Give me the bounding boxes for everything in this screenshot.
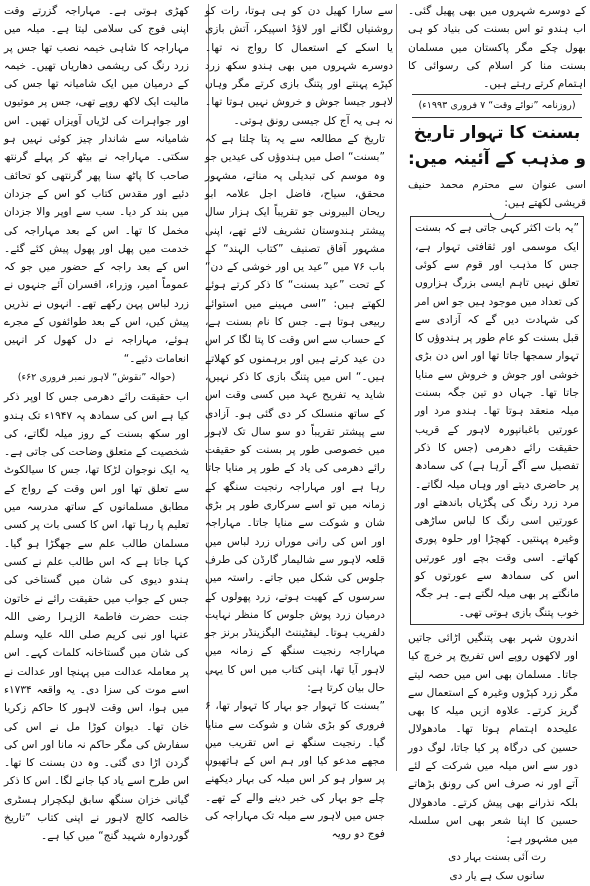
- section-intro: اسی عنوان سے محترم محمد حنیف قریشی لکھتے ہیں:: [408, 178, 586, 210]
- divider: [412, 94, 582, 95]
- divider: [412, 117, 582, 118]
- paragraph: اب حقیقت رائے دھرمی جس کا اوپر ذکر کیا ہے اس کی سمادھ پہ ۱۹۴۷ء تک ہندو اور سکھ بسنت کے روز میلہ لگاتے، کی شخصیت کے متعلق وضاحت کی جاتی ہے۔ یہ ایک نوجوان لڑکا تھا، جس کا سیالکوٹ سے تعلق تھا اور اس وقت کے رواج کے مطابق مسلمانوں کے ساتھ مدرسہ میں تعلیم پا رہا تھا، اس کا کسی بات پر کسی مسلمان طالب علم سے جھگڑا ہو گیا۔ کہا جاتا ہے کہ اس طالب علم نے کسی ہندو دیوی کی شان میں گستاخی کی جس کے جواب میں حقیقت رائے نے خاتون جنت حضرت فاطمۃ الزہرا رضی اللہ عنہا اور نبی کریم صلی اللہ علیہ وسلم کی شان میں گستاخانہ کلمات کہے۔ اس پر معاملہ عدالت میں پہنچا اور عدالت نے اسے موت کی سزا دی۔ یہ واقعہ ۱۷۳۴ء میں ہوا، اس وقت لاہور کا حاکم زکریا خان تھا۔ دیوان کوڑا مل نے اس کی سفارش کی مگر حاکم نہ مانا اور اس کی گردن اڑا دی گئی۔ وہ دن بسنت کا تھا۔ اس طرح اسے یاد کیا جانے لگا۔ اس کا ذکر گیانی خزان سنگھ سابق لیکچرار ہسٹری خالصہ کالج لاہور نے اپنی کتاب ”تاریخ گوردوارہ شہید گنج“ میں کیا ہے۔: [4, 391, 189, 843]
- paragraph: سے سارا کھیل دن کو ہی ہوتا، رات کو روشنیاں لگانے اور لاؤڈ اسپیکر، آتش بازی یا اسکے کے استعمال کا رواج نہ تھا۔ دوسرے شہروں میں بھی ہندو سکھ زرد کپڑے پہنتے اور پتنگ بازی کرتے مگر وہاں لاہور جیسا جوش و خروش نہیں ہوتا تھا۔ نہ ہی یہ آج کل جیسی رونق ہوتی۔: [205, 5, 393, 127]
- verse-line-1: رت آئی بسنت بہار دی: [448, 851, 546, 864]
- column-right: [407, 2, 586, 883]
- paragraph: تاریخ کے مطالعہ سے یہ پتا چلتا ہے کہ ”بسنت“ اصل میں ہندوؤں کی عیدیں جو وہ موسم کی تبدیلی پہ مناتے، مشہور محقق، سیاح، فاضل اجل علامہ ابو ریحان البیرونی جو تقریباً ایک ہزار سال پیشتر ہندوستان تشریف لائے تھے، اپنی مشہور آفاق تصنیف ”کتاب الہند“ کے باب ۷۶ میں ”عید یں اور خوشی کے دن“ کے تحت ”عید بسنت“ کا ذکر کرتے ہوئے لکھتے ہیں: ”اسی مہینے میں استوائے ربیعی ہوتا ہے۔ جس کا نام بسنت ہے، کے حساب سے اس وقت کا پتا لگا کر اس دن عید کرتے ہیں اور برہمنوں کو کھلاتے ہیں۔“ اس میں پتنگ بازی کا ذکر نہیں، شاید یہ تفریح عہد میں کسی وقت اس کے ساتھ منسلک کر دی گئی ہو۔ آزادی سے پیشتر تقریباً دو سو سال تک لاہور میں خصوصی طور پر بسنت کو حقیقت رائے دھرمی کی یاد کے طور پر منایا جاتا رہا ہے اور مہاراجہ رنجیت سنگھ کے زمانہ میں تو اسے سرکاری طور پر بڑی شان و شوکت سے منایا جاتا۔ مہاراجہ اور اس کی رانی موراں زرد لباس میں قلعہ لاہور سے شالیمار گارڈن کی طرف جلوس کی شکل میں جاتے۔ راستہ میں سرسوں کے کھیت ہوتے، زرد پھولوں کے درمیان زرد پوش جلوس کا منظر نہایت دلفریب ہوتا۔ لیفٹیننٹ الیگزینڈر برنز جو مہاراجہ رنجیت سنگھ کے زمانہ میں لاہور آیا تھا، اپنی کتاب میں اس کا یہی حال بیان کرتا ہے:: [205, 133, 385, 694]
- column-left: [4, 2, 189, 843]
- quote-continuation: اندرون شہر بھی پتنگیں اڑائی جاتیں اور لاکھوں روپے اس تفریح پر خرچ کیا جاتا۔ مسلمان بھی اس میں حصہ لیتے مگر زرد کپڑوں وغیرہ کے استعمال سے گریز کرتے۔ علاوہ ازیں میلہ کا بھی علیحدہ اہتمام ہوتا تھا۔ مادھولال حسین کی درگاہ پر کیا جاتا، لوگ دور دور سے اس میلہ میں شرکت کے لئے آتے اور نہ صرف اس کی رونق بڑھاتے بلکہ نذرانے بھی پیش کرتے۔ مادھولال حسین کا اپنا شعر بھی اس سلسلہ میں مشہور ہے:: [408, 631, 578, 846]
- paragraph: ”بسنت کا تہوار جو بہار کا تہوار تھا، ۶ فروری کو بڑی شان و شوکت سے منایا گیا۔ رنجیت سنگھ نے اس تقریب میں مجھے مدعو کیا اور ہم اس کے ہاتھیوں پر سوار ہو کر اس میلہ کی بہار دیکھنے چلے جو بہار کی خبر دینے والے کے تھے۔ جس میں لاہور سے میلہ تک مہاراجہ کی فوج دو رویہ: [205, 700, 385, 841]
- column-divider-right: [396, 4, 397, 771]
- column-middle: [205, 2, 393, 841]
- verse-line-2: سانوں سک ہے یار دی: [449, 870, 545, 883]
- paragraph: کھڑی ہوتی ہے۔ مہاراجہ گزرتے وقت اپنی فوج کی سلامی لیتا ہے۔ میلہ میں مہاراجہ کا شاہی خیمہ نصب تھا جس پر زرد رنگ کی ریشمی دھاریاں تھیں۔ خیمہ کے درمیان میں ایک شامیانہ تھا جس کی مالیت ایک لاکھ روپے تھی، جس پر موتیوں اور جواہرات کی لڑیاں آویزاں تھیں۔ اس شامیانہ سے شاندار چیز کوئی نہیں ہو سکتی۔ مہاراجہ نے بیٹھ کر پہلے گرنتھ صاحب کا پاٹھ سنا پھر گرنتھی کو تحائف دئیے اور مقدس کتاب کو اس کے جزدان میں بند کر دیا۔ سب سے اوپر والا جزدان مخمل کا تھا۔ اس کے بعد مہاراجہ کی خدمت میں پھل اور پھول پیش کئے گئے۔ اس کے بعد راجہ کے حضور میں جو کہ عموماً امیر، وزراء، افسران آئے جنہوں نے زرد لباس پہن رکھے تھے۔ انہوں نے نذریں پیش کیں، اس کے بعد طوائفوں کے مجرے ہوئے، مہاراجہ نے دل کھول کر انہیں انعامات دئیے۔“: [4, 5, 189, 365]
- section-headline: بسنت کا تہوار تاریخ و مذہب کے آئینہ میں:: [407, 122, 586, 169]
- continued-text: کے دوسرے شہروں میں بھی پھیل گئی۔ اب ہندو تو اس بسنت کی بنیاد کو ہی بھول چکے مگر پاکستان میں مسلمان بسنت منا کر اسلام کی رسوائی کا اہتمام کرتے رہتے ہیں۔: [408, 5, 586, 91]
- source-reference: (حوالہ ”نقوش“ لاہور نمبر فروری ۶۲ء): [17, 371, 176, 383]
- source-reference: (روزنامہ ”نوائے وقت“ ۷ فروری ۱۹۹۳ء): [418, 100, 576, 112]
- quote-text: ”یہ بات اکثر کہی جاتی ہے کہ بسنت ایک موسمی اور ثقافتی تہوار ہے، جس کا مذہب اور قوم سے کوئی تعلق نہیں تاہم ایسی بزرگ ہزاروں کی تعداد میں موجود ہیں جو اس امر کی شہادت دیں گے کہ آزادی سے قبل بسنت کو عام طور پر ہندوؤں کا تہوار سمجھا جاتا تھا اور اس دن بڑی خوشی اور جوش و خروش سے منایا جاتا تھا۔ جہاں دو تین جگہ بسنت میلہ منعقد ہوتا تھا۔ ہندو مرد اور عورتیں باغبانپورہ لاہور کے قریب حقیقت رائے دھرمی (جس کا ذکر تفصیل سے آگے آرہا ہے) کی سمادھ پر حاضری دیتے اور وہاں میلہ لگاتے۔ مرد زرد رنگ کی پگڑیاں باندھتے اور عورتیں اسی رنگ کا لباس ساڑھی وغیرہ پہنتیں۔ کھچڑا اور حلوہ پوری کھاتے۔ اسی وقت بچے اور عورتیں اس کی سمادھ سے عورتوں کو مانگتے پر بھی میلہ لگتے ہے۔ ہر جگہ خوب پتنگ بازی ہوتی تھی۔: [415, 222, 579, 619]
- quote-box: [410, 216, 584, 625]
